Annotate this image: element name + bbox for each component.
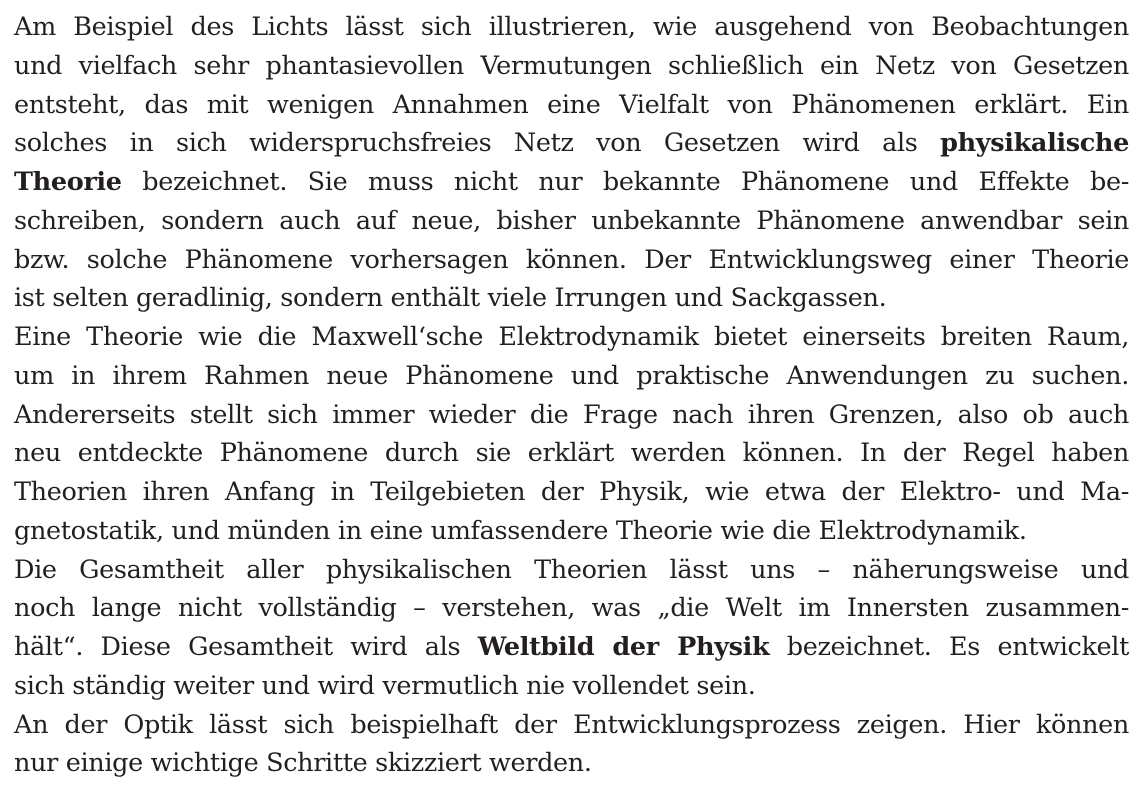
paragraph-4 (14, 706, 1129, 784)
text-line: und vielfach sehr phantasievollen Vermutungen schließlich ein Netz von Gesetzen (14, 50, 1129, 81)
text-line: nur einige wichtige Schritte skizziert werden. (14, 748, 592, 779)
text-line: ist selten geradlinig, sondern enthält viele Irrungen und Sackgassen. (14, 283, 887, 314)
text-line: hält“. Diese Gesamtheit wird als Weltbild der Physik bezeichnet. Es entwickelt (14, 632, 1129, 662)
text-line: Theorien ihren Anfang in Teilgebieten der Physik, wie etwa der Elektro- und Ma- (14, 477, 1129, 507)
term-physikalische-theorie: physikalische (940, 128, 1129, 159)
term-weltbild-der-physik: Weltbild der Physik (477, 632, 770, 662)
text-line: Theorie bezeichnet. Sie muss nicht nur bekannte Phänomene und Effekte be- (14, 167, 1129, 197)
text-line: noch lange nicht vollständig – verstehen, was „die Welt im Innersten zusammen- (14, 593, 1129, 624)
paragraph-1 (14, 8, 1129, 318)
term-theorie: Theorie (14, 167, 122, 197)
paragraph-3 (14, 551, 1129, 706)
paragraph-2 (14, 318, 1129, 551)
text-line: solches in sich widerspruchsfreies Netz von Gesetzen wird als physikalische (14, 128, 1129, 159)
text-line: An der Optik lässt sich beispielhaft der Entwicklungsprozess zeigen. Hier können (14, 709, 1129, 740)
text-line: gnetostatik, und münden in eine umfassendere Theorie wie die Elektrodynamik. (14, 515, 1027, 546)
text-line: Eine Theorie wie die Maxwell‘sche Elektrodynamik bietet einerseits breiten Raum, (14, 322, 1129, 352)
text-line: bzw. solche Phänomene vorhersagen können. Der Entwicklungsweg einer Theorie (14, 244, 1129, 275)
text-line: Andererseits stellt sich immer wieder die Frage nach ihren Grenzen, also ob auch (14, 399, 1129, 430)
text-line: neu entdeckte Phänomene durch sie erklärt werden können. In der Regel haben (14, 438, 1129, 469)
text-line: Die Gesamtheit aller physikalischen Theorien lässt uns – näherungsweise und (14, 554, 1129, 585)
text-line: um in ihrem Rahmen neue Phänomene und praktische Anwendungen zu suchen. (14, 360, 1129, 391)
text-line: Am Beispiel des Lichts lässt sich illustrieren, wie ausgehend von Beobachtungen (14, 12, 1129, 42)
text-line: sich ständig weiter und wird vermutlich nie vollendet sein. (14, 670, 756, 701)
text-line: schreiben, sondern auch auf neue, bisher unbekannte Phänomene anwendbar sein (14, 205, 1129, 236)
text-line: entsteht, das mit wenigen Annahmen eine Vielfalt von Phänomenen erklärt. Ein (14, 89, 1129, 120)
